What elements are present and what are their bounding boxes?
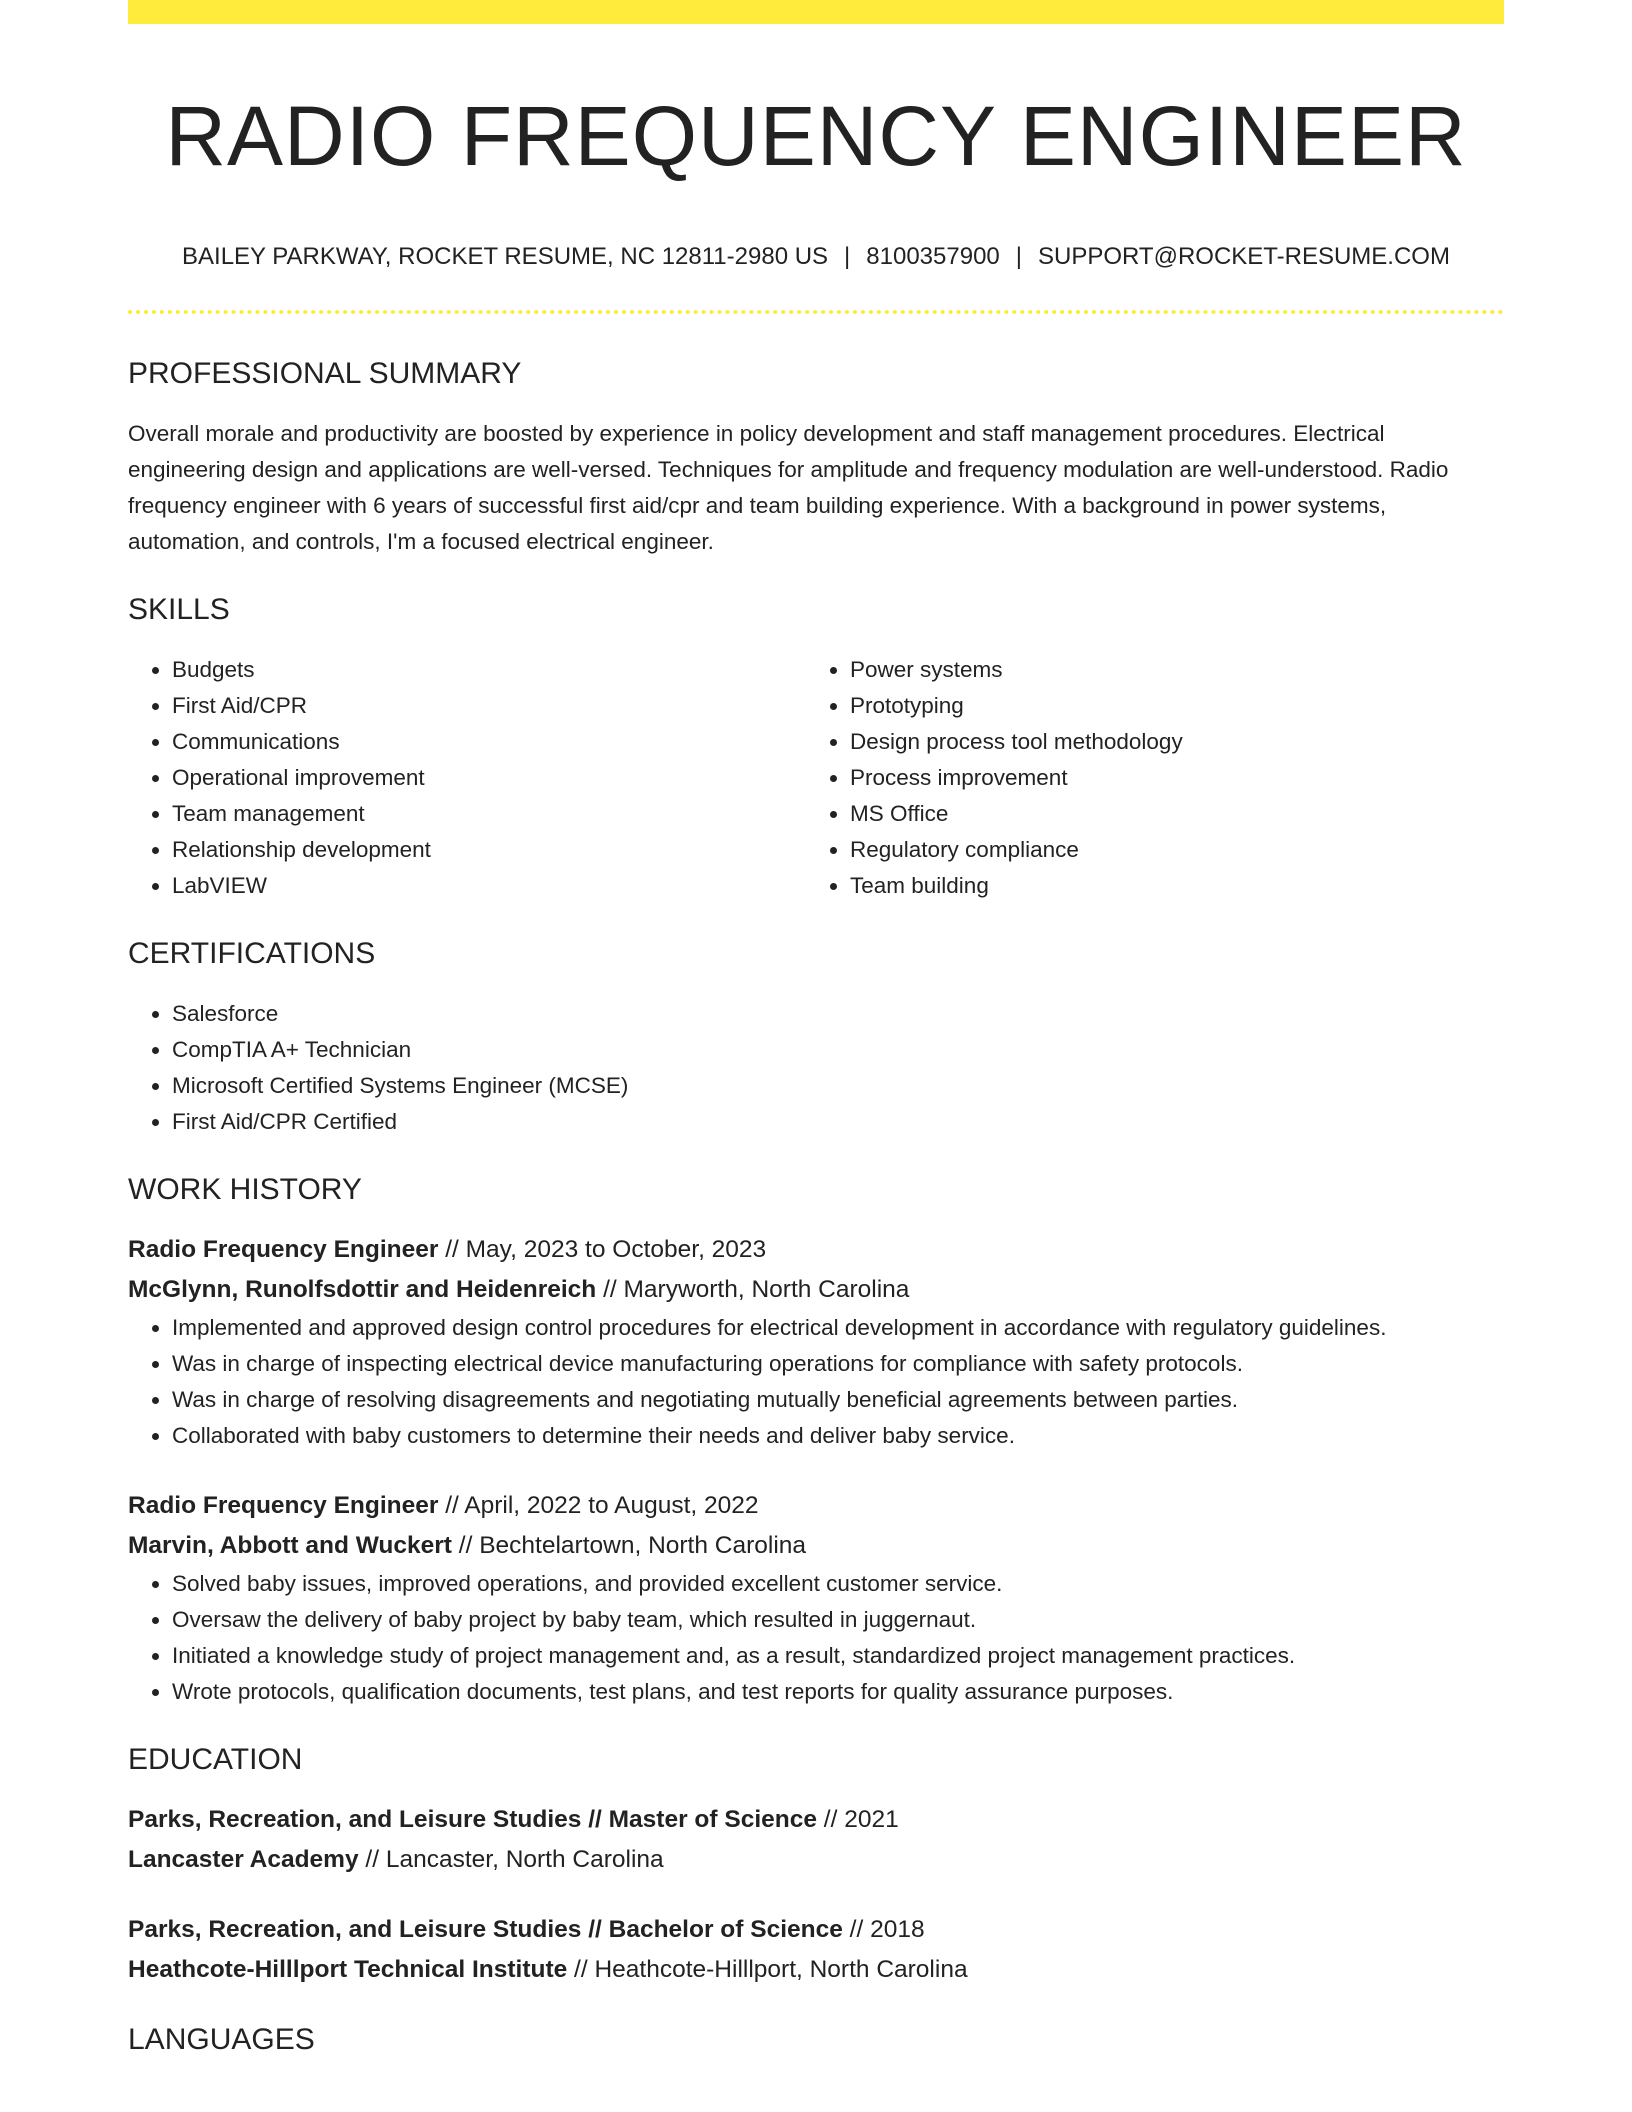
skill-item: • Design process tool methodology [850, 724, 1484, 760]
skill-item: • Communications [172, 724, 806, 760]
work-history-heading: WORK HISTORY [128, 1173, 362, 1206]
contact-email: SUPPORT@ROCKET-RESUME.COM [1038, 243, 1450, 270]
education-degree: Parks, Recreation, and Leisure Studies // Bachelor of Science [128, 1916, 843, 1943]
job-company: Marvin, Abbott and Wuckert [128, 1532, 452, 1559]
job-entry [128, 1486, 1504, 1710]
accent-bar [128, 0, 1504, 24]
job-bullet: • Implemented and approved design control procedures for electrical development in accordance with regulatory guidelines. [172, 1310, 1504, 1346]
certification-item: • CompTIA A+ Technician [172, 1032, 1504, 1068]
job-bullets [128, 1310, 1504, 1454]
skill-item: • Power systems [850, 652, 1484, 688]
certification-item: • Salesforce [172, 996, 1504, 1032]
education-school: Heathcote-Hilllport Technical Institute [128, 1956, 568, 1983]
job-role: Radio Frequency Engineer [128, 1236, 439, 1263]
skills-column-left [128, 652, 806, 904]
job-bullet: • Solved baby issues, improved operations, and provided excellent customer service. [172, 1566, 1504, 1602]
contact-separator: | [844, 243, 851, 270]
skill-item: • Team management [172, 796, 806, 832]
job-bullet: • Was in charge of resolving disagreements and negotiating mutually beneficial agreements between parties. [172, 1382, 1504, 1418]
job-title-line [128, 1486, 1504, 1526]
education-degree-line [128, 1910, 1504, 1950]
skill-item: • Prototyping [850, 688, 1484, 724]
job-bullet: • Oversaw the delivery of baby project by baby team, which resulted in juggernaut. [172, 1602, 1504, 1638]
skill-item: • Budgets [172, 652, 806, 688]
job-location: // Bechtelartown, North Carolina [458, 1532, 807, 1559]
education-degree-line [128, 1800, 1504, 1840]
job-bullets [128, 1566, 1504, 1710]
certifications-heading: CERTIFICATIONS [128, 937, 376, 970]
summary-heading: PROFESSIONAL SUMMARY [128, 357, 522, 390]
skill-item: • Team building [850, 868, 1484, 904]
education-location: // Lancaster, North Carolina [365, 1846, 664, 1873]
skill-item: • Relationship development [172, 832, 806, 868]
resume-page [128, 0, 1504, 2058]
education-heading: EDUCATION [128, 1743, 303, 1776]
education-school-line [128, 1950, 1504, 1990]
skill-item: • MS Office [850, 796, 1484, 832]
education-school-line [128, 1840, 1504, 1880]
languages-heading: LANGUAGES [128, 2023, 315, 2056]
certifications-list [128, 996, 1504, 1140]
summary-text: Overall morale and productivity are boosted by experience in policy development and staff management procedures. Electrical engineering design and applications are well-versed. Techniques for amplitude and frequency modulation are well-understood. Radio frequency engineer with 6 years of successful first aid/cpr and team building experience. With a background in power systems, automation, and controls, I'm a focused electrical engineer. [128, 421, 1449, 554]
contact-address: BAILEY PARKWAY, ROCKET RESUME, NC 12811-2980 US [182, 243, 829, 270]
skill-item: • First Aid/CPR [172, 688, 806, 724]
job-company: McGlynn, Runolfsdottir and Heidenreich [128, 1276, 597, 1303]
education-year: // 2018 [849, 1916, 925, 1943]
skills-column-right [806, 652, 1484, 904]
job-dates: // May, 2023 to October, 2023 [445, 1236, 767, 1263]
job-company-line [128, 1526, 1504, 1566]
job-bullet: • Collaborated with baby customers to determine their needs and deliver baby service. [172, 1418, 1504, 1454]
contact-line [128, 242, 1504, 272]
job-bullet: • Wrote protocols, qualification documents, test plans, and test reports for quality assurance purposes. [172, 1674, 1504, 1710]
job-company-line [128, 1270, 1504, 1310]
job-role: Radio Frequency Engineer [128, 1492, 439, 1519]
certification-item: • Microsoft Certified Systems Engineer (MCSE) [172, 1068, 1504, 1104]
resume-name: RADIO FREQUENCY ENGINEER [165, 89, 1467, 183]
skill-item: • Process improvement [850, 760, 1484, 796]
skill-item: • LabVIEW [172, 868, 806, 904]
contact-separator: | [1015, 243, 1022, 270]
job-location: // Maryworth, North Carolina [603, 1276, 910, 1303]
job-bullet: • Was in charge of inspecting electrical device manufacturing operations for compliance with safety protocols. [172, 1346, 1504, 1382]
skill-item: • Regulatory compliance [850, 832, 1484, 868]
job-dates: // April, 2022 to August, 2022 [445, 1492, 759, 1519]
education-location: // Heathcote-Hilllport, North Carolina [574, 1956, 968, 1983]
education-school: Lancaster Academy [128, 1846, 359, 1873]
education-year: // 2021 [823, 1806, 899, 1833]
skill-item: • Operational improvement [172, 760, 806, 796]
job-entry [128, 1230, 1504, 1454]
skills-heading: SKILLS [128, 593, 230, 626]
certification-item: • First Aid/CPR Certified [172, 1104, 1504, 1140]
job-bullet: • Initiated a knowledge study of project management and, as a result, standardized project management practices. [172, 1638, 1504, 1674]
contact-phone: 8100357900 [866, 243, 1000, 270]
job-title-line [128, 1230, 1504, 1270]
education-entry [128, 1910, 1504, 1990]
education-degree: Parks, Recreation, and Leisure Studies // Master of Science [128, 1806, 817, 1833]
education-entry [128, 1800, 1504, 1880]
header-divider [128, 310, 1504, 314]
skills-grid [128, 652, 1504, 904]
